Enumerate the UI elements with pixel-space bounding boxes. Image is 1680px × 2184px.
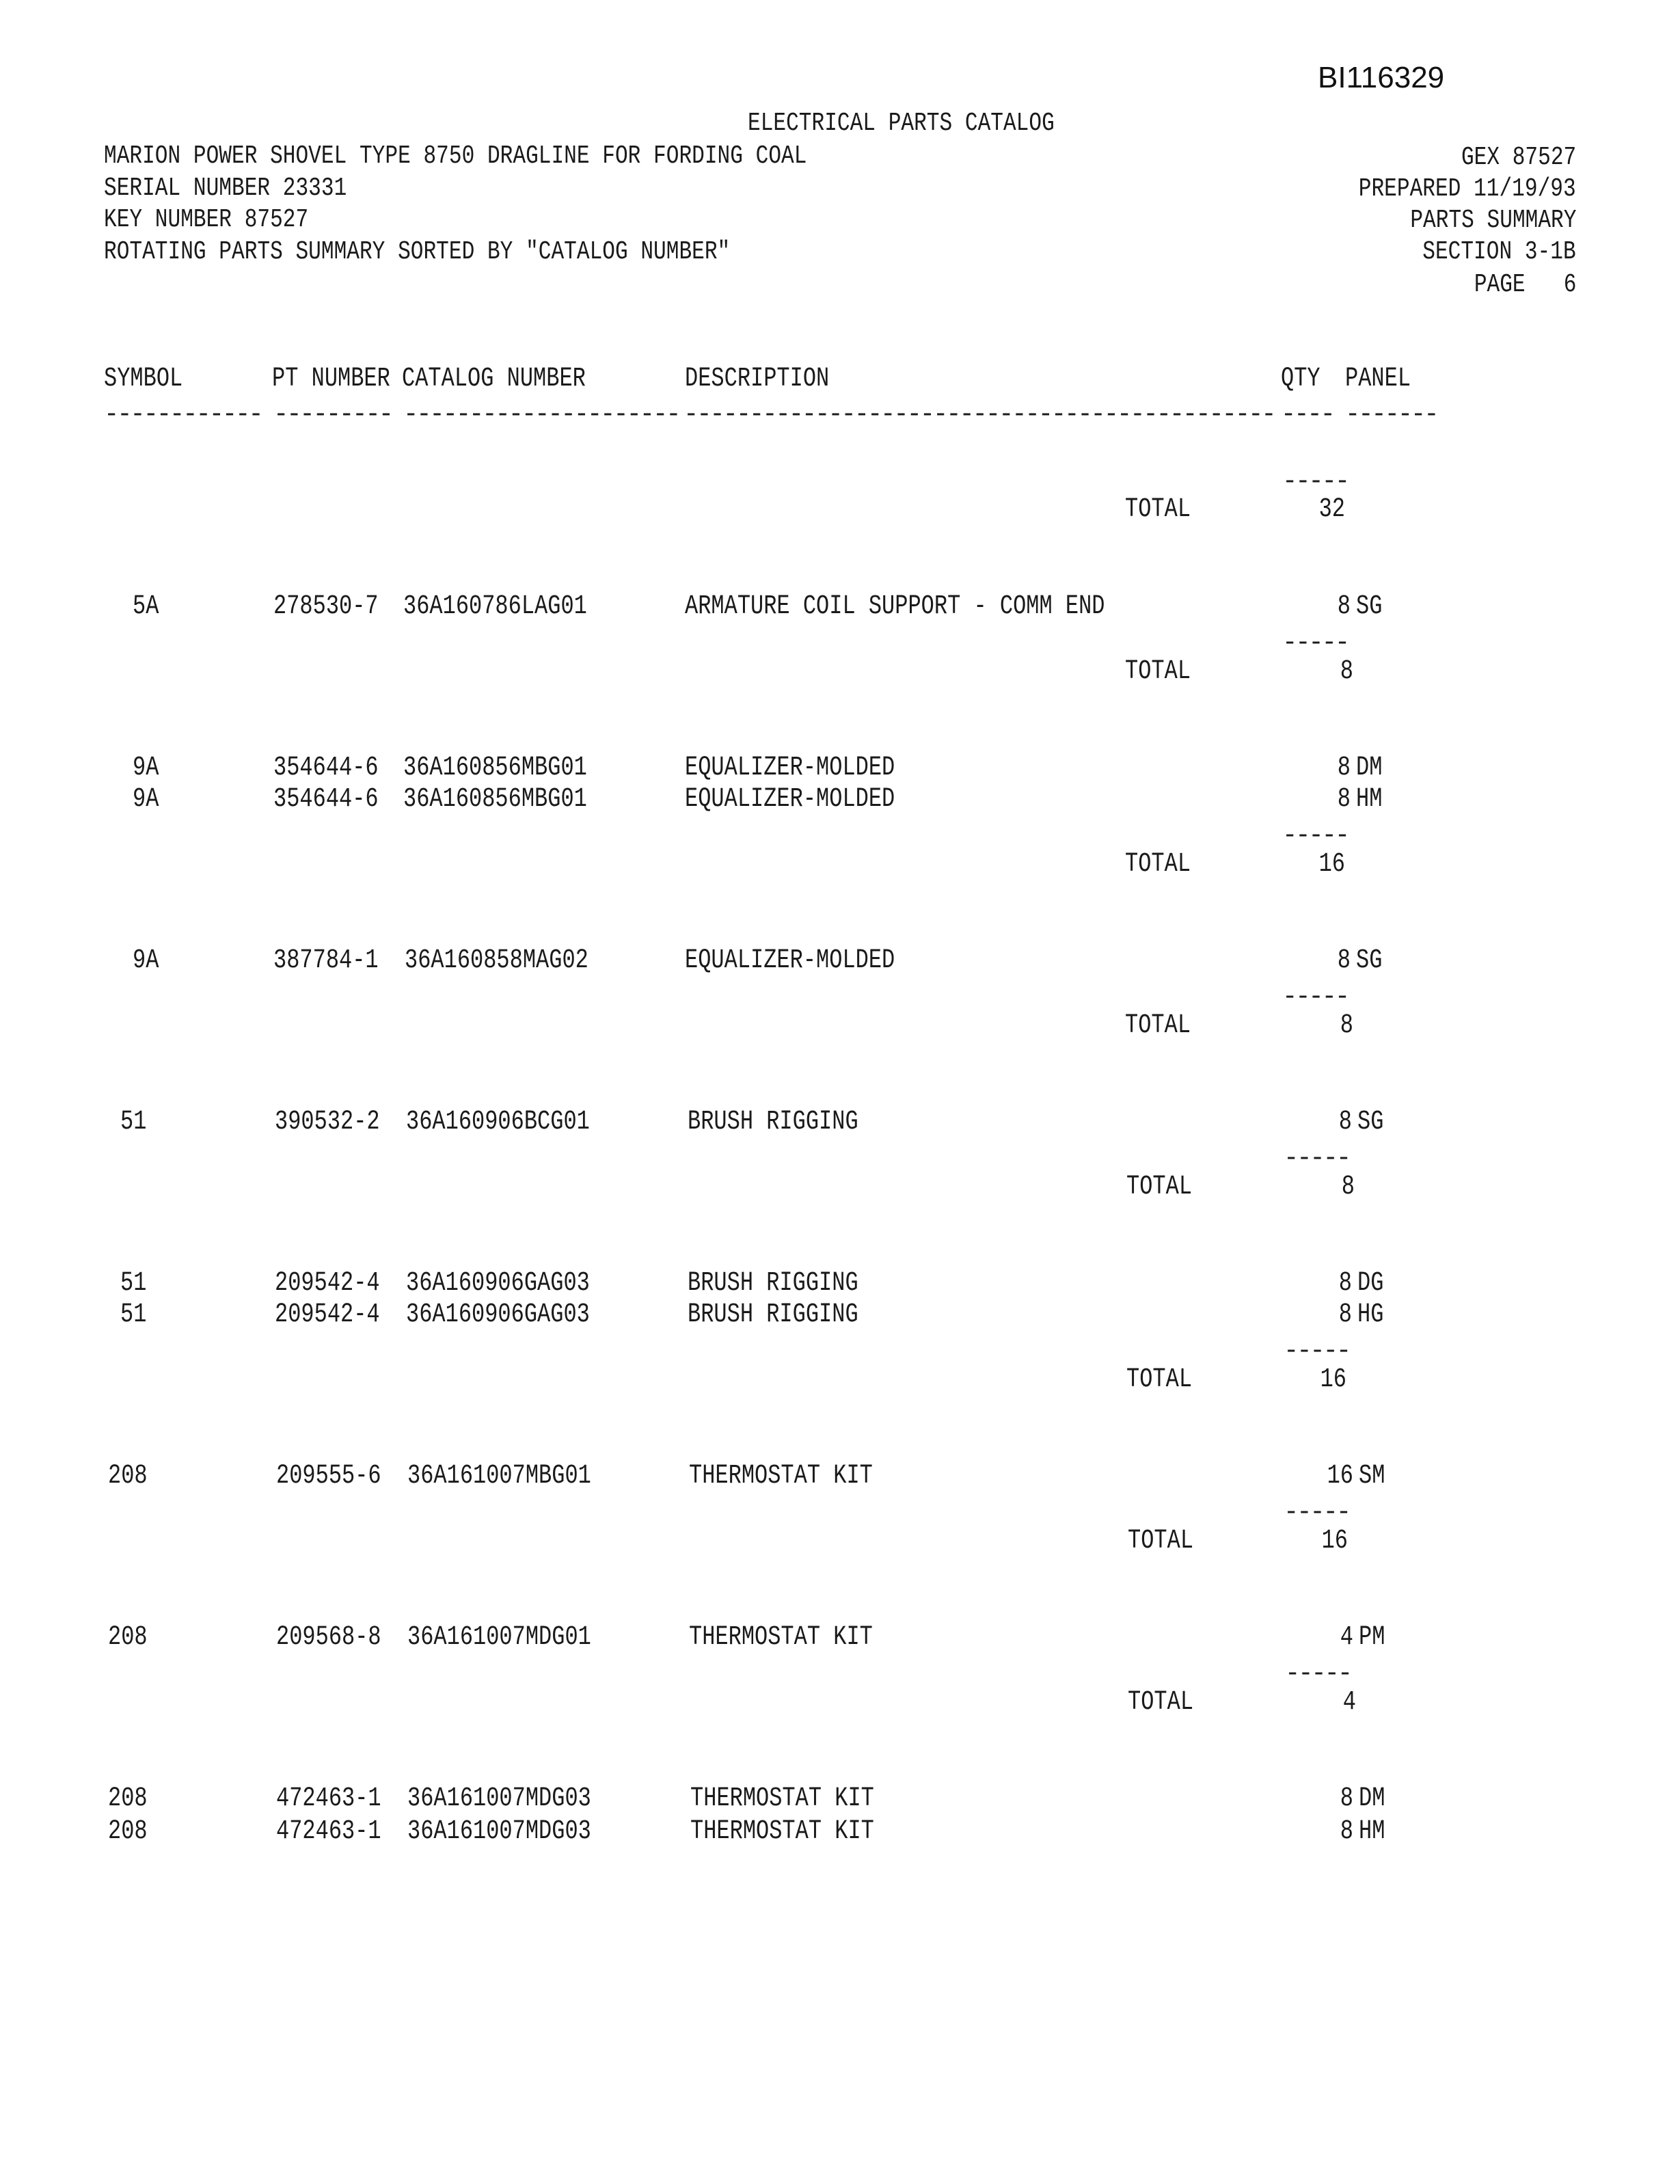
subtotal-dash: -----	[1284, 1498, 1350, 1527]
total-label: TOTAL	[1125, 849, 1191, 880]
row-qty: 8	[1338, 1107, 1352, 1137]
row-catalog-number: 36A161007MBG01	[407, 1461, 591, 1492]
row-qty: 8	[1340, 1783, 1353, 1814]
header-dash-panel: -------	[1345, 400, 1437, 429]
subtotal-dash: -----	[1284, 1336, 1350, 1366]
row-pt-number: 354644-6	[273, 784, 379, 815]
total-label: TOTAL	[1125, 1010, 1191, 1041]
row-panel: SG	[1357, 1107, 1384, 1137]
row-pt-number: 278530-7	[273, 591, 379, 622]
row-description: ARMATURE COIL SUPPORT - COMM END	[685, 591, 1105, 622]
row-panel: HM	[1356, 784, 1383, 815]
row-description: EQUALIZER-MOLDED	[685, 784, 895, 815]
row-pt-number: 472463-1	[276, 1816, 381, 1847]
header-prepared: PREPARED 11/19/93	[1359, 174, 1576, 204]
row-pt-number: 387784-1	[273, 945, 379, 976]
subtotal-dash: -----	[1282, 821, 1349, 850]
row-description: BRUSH RIGGING	[688, 1268, 858, 1299]
row-panel: DG	[1357, 1268, 1384, 1299]
row-pt-number: 209555-6	[276, 1461, 381, 1492]
total-value: 16	[1320, 1364, 1346, 1395]
row-pt-number: 209542-4	[275, 1299, 380, 1330]
row-panel: HM	[1359, 1816, 1385, 1847]
row-catalog-number: 36A161007MDG03	[407, 1783, 591, 1814]
header-line-key: KEY NUMBER 87527	[104, 205, 309, 234]
row-symbol: 9A	[133, 945, 159, 976]
row-catalog-number: 36A160906GAG03	[406, 1299, 590, 1330]
row-qty: 8	[1337, 784, 1351, 815]
row-symbol: 51	[120, 1299, 147, 1330]
row-catalog-number: 36A160906GAG03	[406, 1268, 590, 1299]
row-qty: 8	[1337, 591, 1351, 622]
total-label: TOTAL	[1128, 1687, 1194, 1718]
row-qty: 8	[1337, 945, 1351, 976]
row-catalog-number: 36A160856MBG01	[403, 784, 587, 815]
total-value: 8	[1340, 1010, 1353, 1041]
column-header-description: DESCRIPTION	[685, 364, 830, 394]
row-panel: PM	[1359, 1622, 1385, 1653]
row-qty: 4	[1340, 1622, 1353, 1653]
header-line-serial: SERIAL NUMBER 23331	[104, 174, 347, 203]
row-panel: HG	[1357, 1299, 1384, 1330]
row-panel: DM	[1356, 753, 1383, 783]
row-qty: 8	[1337, 753, 1351, 783]
total-value: 16	[1321, 1526, 1348, 1556]
row-catalog-number: 36A160856MBG01	[403, 753, 587, 783]
subtotal-dash: -----	[1282, 467, 1349, 496]
column-header-qty: QTY	[1281, 364, 1320, 394]
column-header-catalog-number: CATALOG NUMBER	[402, 364, 586, 394]
row-catalog-number: 36A160786LAG01	[403, 591, 587, 622]
row-catalog-number: 36A160858MAG02	[405, 945, 588, 976]
row-pt-number: 354644-6	[273, 753, 379, 783]
header-section: SECTION 3-1B	[1422, 237, 1576, 267]
header-dash-pt-number: ---------	[273, 400, 392, 429]
row-description: THERMOSTAT KIT	[689, 1461, 873, 1492]
row-catalog-number: 36A161007MDG03	[407, 1816, 591, 1847]
header-page: PAGE 6	[1474, 270, 1576, 299]
row-symbol: 9A	[133, 753, 159, 783]
row-qty: 8	[1338, 1268, 1352, 1299]
column-header-symbol: SYMBOL	[104, 364, 183, 394]
row-symbol: 208	[108, 1461, 148, 1492]
subtotal-dash: -----	[1282, 628, 1349, 658]
column-header-panel: PANEL	[1345, 364, 1411, 394]
total-label: TOTAL	[1126, 1172, 1193, 1202]
row-qty: 16	[1327, 1461, 1353, 1492]
total-label: TOTAL	[1125, 494, 1191, 525]
row-pt-number: 209568-8	[276, 1622, 381, 1653]
row-description: BRUSH RIGGING	[688, 1107, 858, 1137]
row-symbol: 208	[108, 1622, 148, 1653]
catalog-title: ELECTRICAL PARTS CATALOG	[748, 109, 1055, 138]
total-value: 4	[1342, 1687, 1356, 1718]
total-label: TOTAL	[1128, 1526, 1194, 1556]
row-panel: DM	[1359, 1783, 1385, 1814]
row-description: BRUSH RIGGING	[688, 1299, 858, 1330]
row-catalog-number: 36A161007MDG01	[407, 1622, 591, 1653]
total-value: 8	[1341, 1172, 1355, 1202]
header-line-summary: ROTATING PARTS SUMMARY SORTED BY "CATALOG NUMBER"	[104, 237, 731, 267]
row-symbol: 5A	[133, 591, 159, 622]
total-value: 16	[1318, 849, 1345, 880]
column-header-pt-number: PT NUMBER	[272, 364, 390, 394]
row-symbol: 9A	[133, 784, 159, 815]
row-symbol: 208	[108, 1783, 148, 1814]
header-dash-catalog-number: ---------------------	[403, 400, 679, 429]
row-panel: SM	[1359, 1461, 1385, 1492]
header-dash-description: ---------------------------------------------	[683, 400, 1275, 429]
header-parts-summary: PARTS SUMMARY	[1409, 206, 1576, 235]
row-description: THERMOSTAT KIT	[690, 1816, 874, 1847]
row-pt-number: 209542-4	[275, 1268, 380, 1299]
row-panel: SG	[1356, 945, 1383, 976]
row-panel: SG	[1356, 591, 1383, 622]
total-value: 32	[1318, 494, 1345, 525]
header-dash-symbol: ------------	[104, 400, 262, 429]
row-qty: 8	[1338, 1299, 1352, 1330]
total-label: TOTAL	[1126, 1364, 1193, 1395]
subtotal-dash: -----	[1284, 1144, 1350, 1173]
header-gex: GEX 87527	[1461, 143, 1576, 172]
subtotal-dash: -----	[1285, 1659, 1351, 1688]
row-description: THERMOSTAT KIT	[690, 1783, 874, 1814]
row-pt-number: 390532-2	[275, 1107, 380, 1137]
header-dash-qty: ----	[1281, 400, 1333, 429]
row-symbol: 51	[120, 1268, 147, 1299]
total-label: TOTAL	[1125, 656, 1191, 687]
row-pt-number: 472463-1	[276, 1783, 381, 1814]
row-symbol: 51	[120, 1107, 147, 1137]
total-value: 8	[1340, 656, 1353, 687]
row-symbol: 208	[108, 1816, 148, 1847]
row-description: EQUALIZER-MOLDED	[685, 753, 895, 783]
row-description: EQUALIZER-MOLDED	[685, 945, 895, 976]
row-description: THERMOSTAT KIT	[689, 1622, 873, 1653]
row-catalog-number: 36A160906BCG01	[406, 1107, 590, 1137]
header-line-machine: MARION POWER SHOVEL TYPE 8750 DRAGLINE FOR FORDING COAL	[104, 141, 807, 171]
subtotal-dash: -----	[1282, 982, 1349, 1012]
document-id: BI116329	[1318, 61, 1445, 94]
row-qty: 8	[1340, 1816, 1353, 1847]
